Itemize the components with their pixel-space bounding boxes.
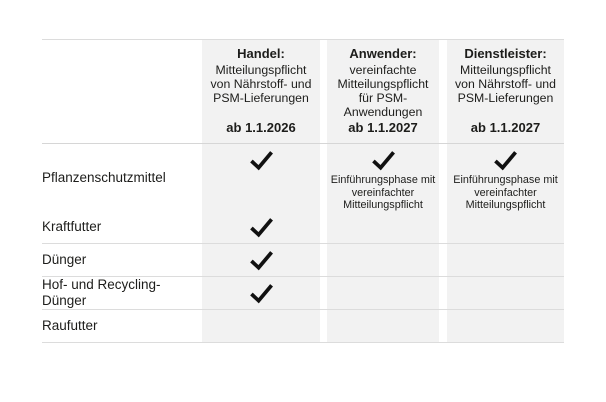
cell-anwender [327,211,439,243]
column-gap [439,310,447,342]
cell-handel [202,144,320,212]
cell-note: Einführungsphase mit vereinfachter Mitteilungspflicht [330,174,436,212]
table-row-raufutter [42,310,564,343]
cell-dienstleister [447,310,564,342]
column-title: Dienstleister: [464,46,547,61]
column-gap [439,277,447,309]
cell-handel [202,310,320,342]
header-label-spacer [42,40,202,143]
cell-note: Einführungsphase mit vereinfachter Mitteilungspflicht [453,174,558,212]
column-gap [320,244,327,276]
cell-handel [202,244,320,276]
cell-handel [202,277,320,309]
checkmark-icon [248,249,275,272]
column-gap [320,144,327,212]
table-row-pflanzenschutzmittel [42,144,564,211]
checkmark-icon [492,149,519,172]
table-row-hof-recycling-duenger [42,277,564,310]
cell-anwender [327,277,439,309]
checkmark-icon [248,149,275,172]
column-gap [320,40,327,143]
column-description: Mitteilungspflicht von Nährstoff- und PSM-Lieferungen [455,62,556,105]
column-description: Mitteilungspflicht von Nährstoff- und PSM-Lieferungen [210,62,312,105]
table-header-row [42,40,564,144]
column-header-dienstleister [447,40,564,143]
header-text-block [331,47,435,119]
header-text-block [451,47,560,105]
header-text-block [206,47,316,105]
cell-anwender [327,310,439,342]
column-gap [320,310,327,342]
checkmark-icon [370,149,397,172]
cell-handel [202,211,320,243]
column-gap [439,211,447,243]
row-label: Dünger [42,244,202,276]
cell-dienstleister [447,211,564,243]
cell-dienstleister [447,277,564,309]
checkmark-icon [248,216,275,239]
mitteilungspflicht-table [42,39,564,343]
column-title: Handel: [237,46,285,61]
column-gap [320,211,327,243]
column-gap [320,277,327,309]
column-start-date: ab 1.1.2027 [348,120,418,135]
column-gap [439,144,447,212]
row-label: Kraftfutter [42,211,202,243]
row-label: Hof- und Recycling-Dünger [42,277,202,309]
cell-dienstleister [447,244,564,276]
column-start-date: ab 1.1.2027 [470,120,541,135]
column-title: Anwender: [349,46,417,61]
cell-anwender [327,244,439,276]
checkmark-icon [248,282,275,305]
column-description: vereinfachte Mitteilungspflicht für PSM-Anwendungen [337,62,429,119]
table-row-kraftfutter [42,211,564,244]
table-row-duenger [42,244,564,277]
column-start-date: ab 1.1.2026 [226,120,296,135]
cell-anwender [327,144,439,212]
column-header-handel [202,40,320,143]
column-header-anwender [327,40,439,143]
row-label: Raufutter [42,310,202,342]
cell-dienstleister [447,144,564,212]
column-gap [439,244,447,276]
row-label: Pflanzenschutzmittel [42,144,202,212]
column-gap [439,40,447,143]
